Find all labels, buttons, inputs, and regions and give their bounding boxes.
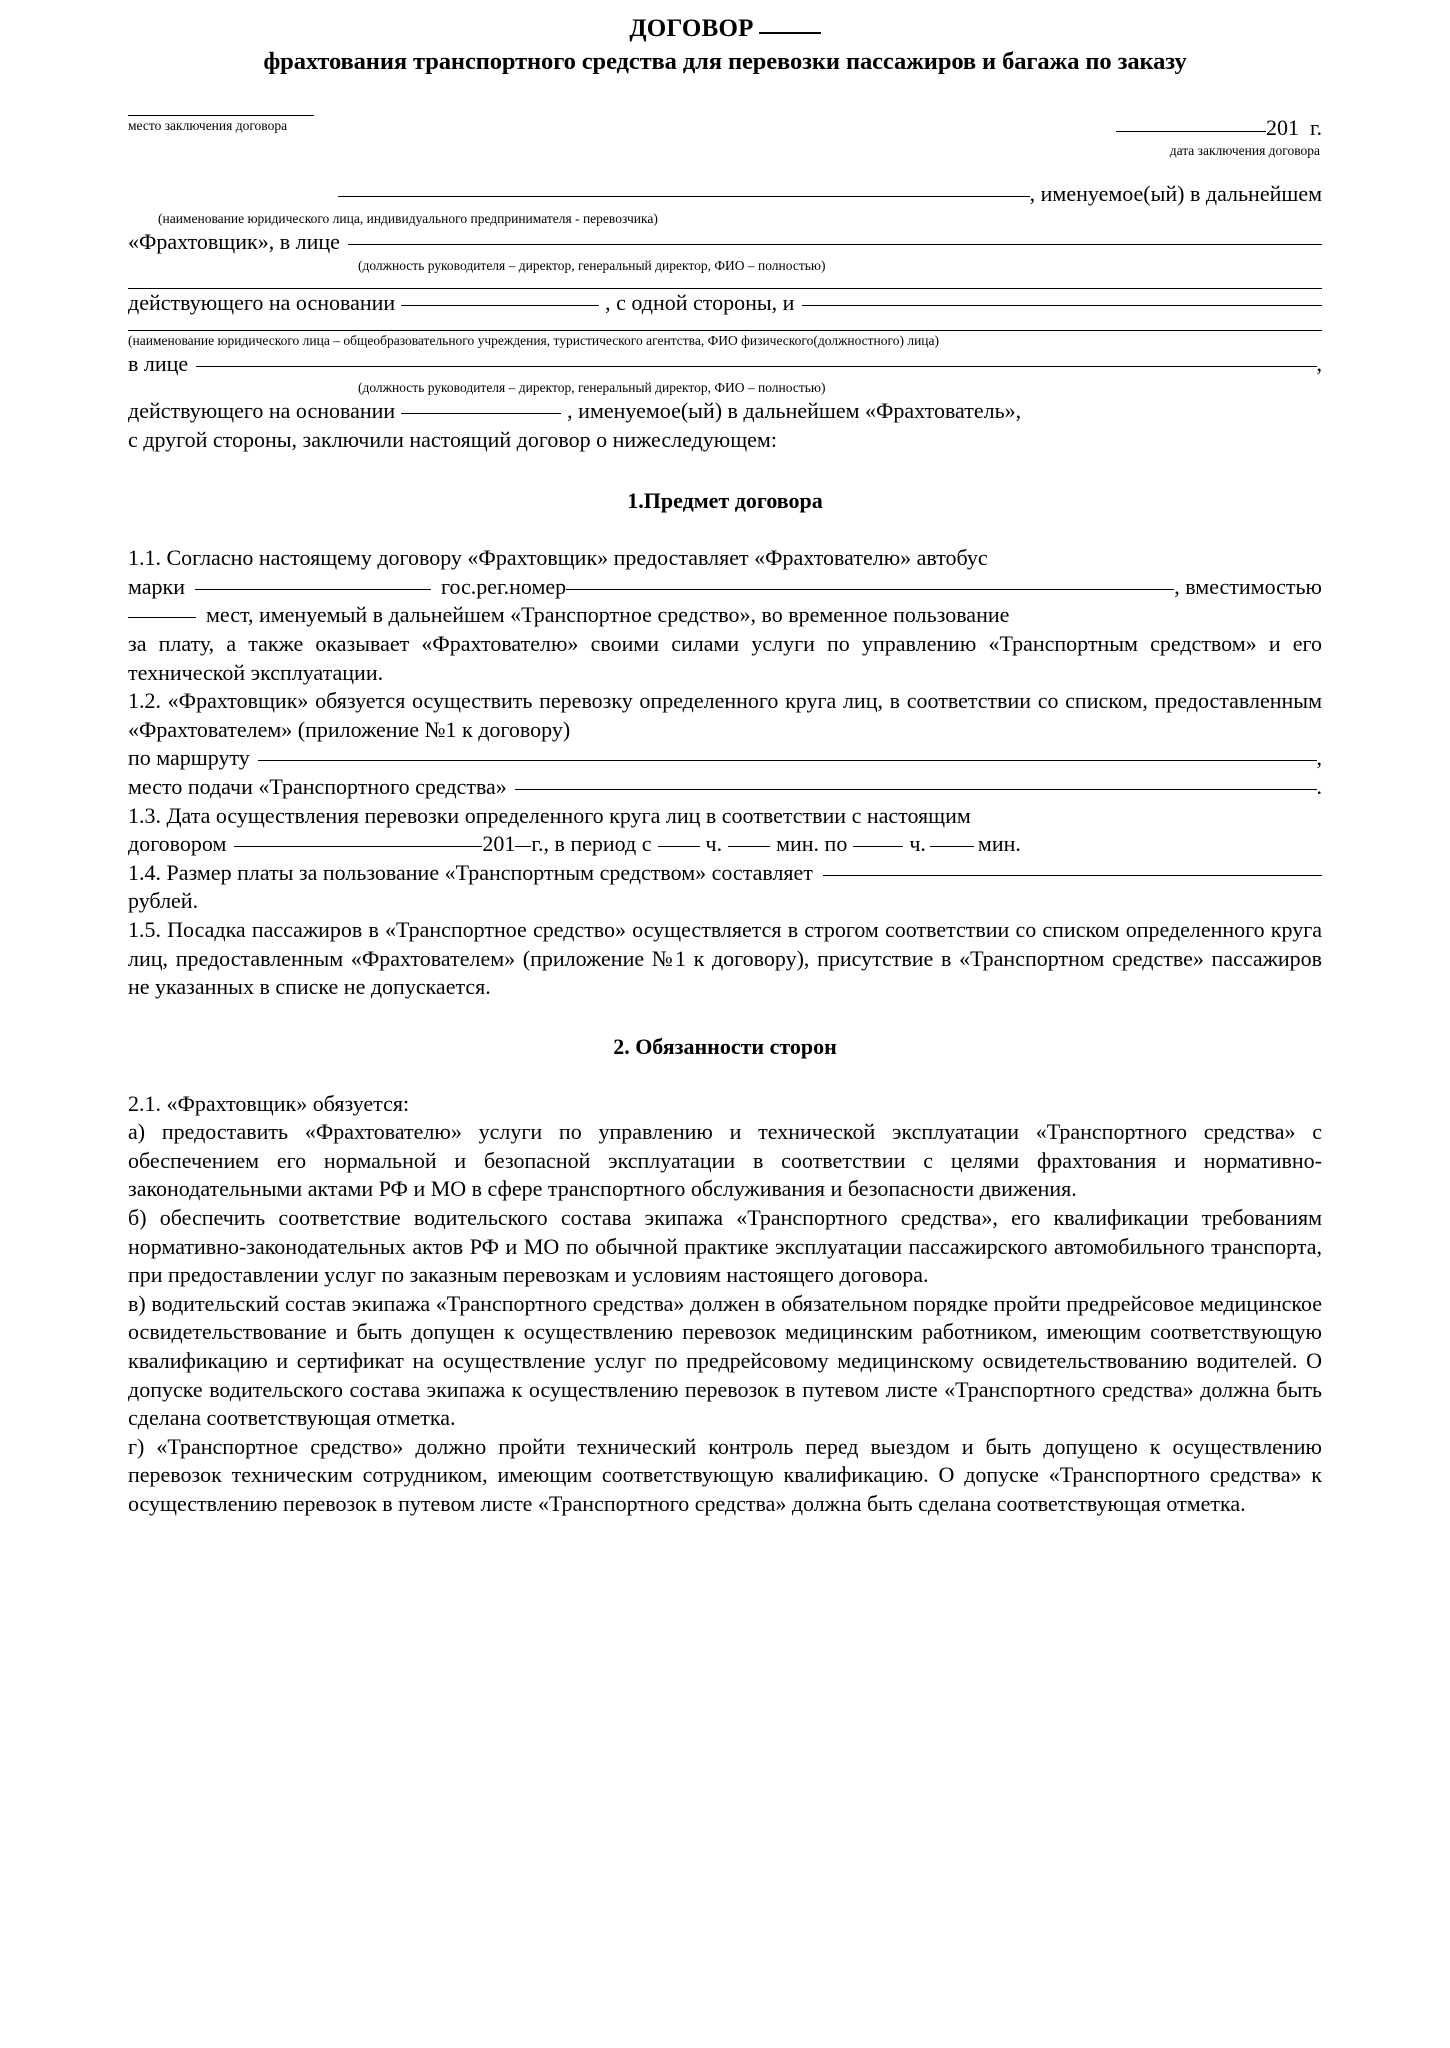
clause-1-3-line1: 1.3. Дата осуществления перевозки определенного круга лиц в соответствии с настоящим: [128, 802, 971, 828]
date-caption: дата заключения договора: [1169, 143, 1320, 159]
charterer-role-label: в лице: [128, 350, 189, 376]
carrier-basis-blank[interactable]: [401, 305, 599, 306]
clause-1-1-line4: за плату, а также оказывает «Фрахтователю» своими силами услуги по управлению «Транспортным средством» и его технической эксплуатации.: [128, 630, 1322, 685]
clause-1-1-line1: 1.1. Согласно настоящему договору «Фрахтовщик» предоставляет «Фрахтователю» автобус: [128, 545, 988, 571]
pickup-label: место подачи «Транспортного средства»: [128, 773, 507, 799]
header-place-date-row: [128, 115, 1322, 160]
charterer-officer-comma: ,: [1316, 350, 1322, 376]
contract-date-rest: г., в период с: [531, 831, 652, 857]
clause-1-1-line3: [128, 601, 1322, 630]
time-from-min-blank[interactable]: [728, 846, 770, 847]
clause-2-1-item-b: б) обеспечить соответствие водительского состава экипажа «Транспортного средства», его квалификации требованиям нормативно-законодательных актов РФ и МО по обычной практике эксплуатации пассажирского автомобильного транспорта, при предоставлении услуг по заказным перевозкам и условиям настоящего договора.: [128, 1205, 1322, 1288]
contract-number-blank[interactable]: [759, 32, 821, 34]
place-caption: место заключения договора: [128, 117, 288, 133]
date-suffix: г.: [1309, 114, 1322, 140]
pickup-blank[interactable]: [515, 789, 1317, 790]
clause-1-4-line: [128, 859, 1322, 888]
fee-label: 1.4. Размер платы за пользование «Транспортным средством» составляет: [128, 859, 813, 885]
vehicle-capacity-label: , вместимостью: [1174, 573, 1322, 599]
vehicle-seats-blank[interactable]: [128, 617, 196, 618]
charterer-basis-blank[interactable]: [401, 413, 561, 414]
vehicle-brand-blank[interactable]: [195, 589, 431, 590]
carrier-name-caption: (наименование юридического лица, индивидуального предпринимателя - перевозчика): [158, 210, 658, 226]
time-to-min-label: мин.: [977, 831, 1021, 857]
preamble-closing: с другой стороны, заключили настоящий договор о нижеследующем:: [128, 426, 777, 452]
carrier-name-blank[interactable]: [338, 196, 1030, 197]
contract-date-year: 201: [482, 831, 516, 857]
carrier-officer-line: [128, 228, 1322, 257]
carrier-officer-caption: (должность руководителя – директор, генеральный директор, ФИО – полностью): [358, 258, 826, 274]
time-to-hour-label: ч.: [909, 831, 926, 857]
clause-1-1-line3-text: мест, именуемый в дальнейшем «Транспортное средство», во временное пользование: [206, 602, 1010, 628]
carrier-name-tail: , именуемое(ый) в дальнейшем: [1029, 181, 1322, 207]
clause-1-2-pickup-line: [128, 773, 1322, 802]
carrier-name-line: [128, 180, 1322, 209]
date-block: [972, 115, 1322, 160]
place-blank[interactable]: [128, 115, 314, 116]
charterer-name-blank-continued[interactable]: [128, 330, 1322, 331]
route-label: по маршруту: [128, 745, 250, 771]
route-comma: ,: [1316, 745, 1322, 771]
document-title: [128, 14, 1322, 44]
charterer-name-blank[interactable]: [802, 305, 1322, 306]
clause-1-4-currency: рублей.: [128, 888, 199, 914]
charterer-basis-post: , именуемое(ый) в дальнейшем «Фрахтователь»,: [567, 398, 1022, 424]
clause-2-1-item-g: г) «Транспортное средство» должно пройти технический контроль перед выездом и быть допущено к осуществлению перевозок техническим сотрудником, имеющим соответствующую квалификацию. О допуске «Транспортного средства» к осуществлению перевозок в путевом листе «Транспортного средства» должна быть сделана соответствующая отметка.: [128, 1433, 1322, 1517]
carrier-party-block: [128, 180, 1322, 318]
section-1-heading: 1.Предмет договора: [627, 488, 823, 514]
carrier-officer-blank[interactable]: [348, 244, 1322, 245]
time-from-hour-label: ч.: [705, 831, 723, 857]
place-block: [128, 115, 428, 135]
charterer-officer-line: [128, 350, 1322, 379]
time-from-min-label: мин. по: [776, 831, 848, 857]
route-blank[interactable]: [258, 760, 1317, 761]
contract-date-year-blank[interactable]: [515, 846, 531, 847]
date-year-prefix: 201: [1265, 114, 1299, 140]
charterer-party-block: [128, 330, 1322, 455]
carrier-basis-mid: , с одной стороны, и: [605, 290, 795, 316]
carrier-role-label: «Фрахтовщик», в лице: [128, 228, 340, 254]
clause-2-1-item-a: а) предоставить «Фрахтователю» услуги по управлению и технической эксплуатации «Транспортного средства» с обеспечением его нормальной и безопасной эксплуатации в соответствии с целями фрахтования и нормативно-законодательными актами РФ и МО в сфере транспортного обслуживания и безопасности движения.: [128, 1119, 1322, 1202]
clause-1-2-route-line: [128, 744, 1322, 773]
date-line: [972, 115, 1322, 141]
clause-2-1: 2.1. «Фрахтовщик» обязуется:: [128, 1090, 410, 1116]
charterer-officer-caption: (должность руководителя – директор, генеральный директор, ФИО – полностью): [358, 380, 826, 396]
document-subtitle: фрахтования транспортного средства для перевозки пассажиров и багажа по заказу: [263, 48, 1187, 75]
fee-amount-blank[interactable]: [823, 875, 1322, 876]
pickup-period: .: [1316, 773, 1322, 799]
charterer-basis-label: действующего на основании: [128, 398, 396, 424]
vehicle-brand-label: марки: [128, 573, 185, 599]
contract-date-blank[interactable]: [234, 846, 482, 847]
clause-2-1-item-v: в) водительский состав экипажа «Транспортного средства» должен в обязательном порядке пройти предрейсовое медицинское освидетельствование и быть допущен к осуществлению перевозок медицинским работником, имеющим соответствующую квалификацию и сертификат на осуществление услуг по предрейсовому медицинскому освидетельствованию водителей. О допуске водительского состава экипажа к осуществлению перевозок в путевом листе «Транспортного средства» должна быть сделана соответствующая отметка.: [128, 1290, 1322, 1431]
clause-1-5: 1.5. Посадка пассажиров в «Транспортное средство» осуществляется в строгом соответствии со списком определенного круга лиц, предоставленным «Фрахтователем» (приложение №1 к договору), присутствие в «Транспортном средстве» пассажиров не указанных в списке не допускается.: [128, 916, 1322, 1000]
carrier-basis-line: [128, 289, 1322, 318]
vehicle-regnum-blank[interactable]: [566, 589, 1174, 590]
vehicle-regnum-label: гос.рег.номер: [441, 573, 567, 599]
clause-1-3-line2: [128, 830, 1322, 859]
contract-date-label: договором: [128, 831, 227, 857]
time-from-hour-blank[interactable]: [658, 846, 700, 847]
clause-1-2-line1: 1.2. «Фрахтовщик» обязуется осуществить перевозку определенного круга лиц, в соответствии со списком, предоставленным «Фрахтователем» (приложение №1 к договору): [128, 688, 1322, 742]
date-blank[interactable]: [1116, 131, 1266, 132]
document-title-text: ДОГОВОР: [629, 15, 754, 42]
time-to-min-blank[interactable]: [930, 846, 974, 847]
charterer-name-caption: (наименование юридического лица – общеобразовательного учреждения, туристического агентства, ФИО физического(должностного) лица): [128, 332, 940, 348]
time-to-hour-blank[interactable]: [853, 846, 903, 847]
charterer-basis-line: [128, 397, 1322, 426]
clause-1-1-line2: [128, 573, 1322, 602]
section-2-heading: 2. Обязанности сторон: [613, 1033, 837, 1059]
carrier-basis-label: действующего на основании: [128, 290, 396, 316]
charterer-officer-blank[interactable]: [196, 366, 1316, 367]
